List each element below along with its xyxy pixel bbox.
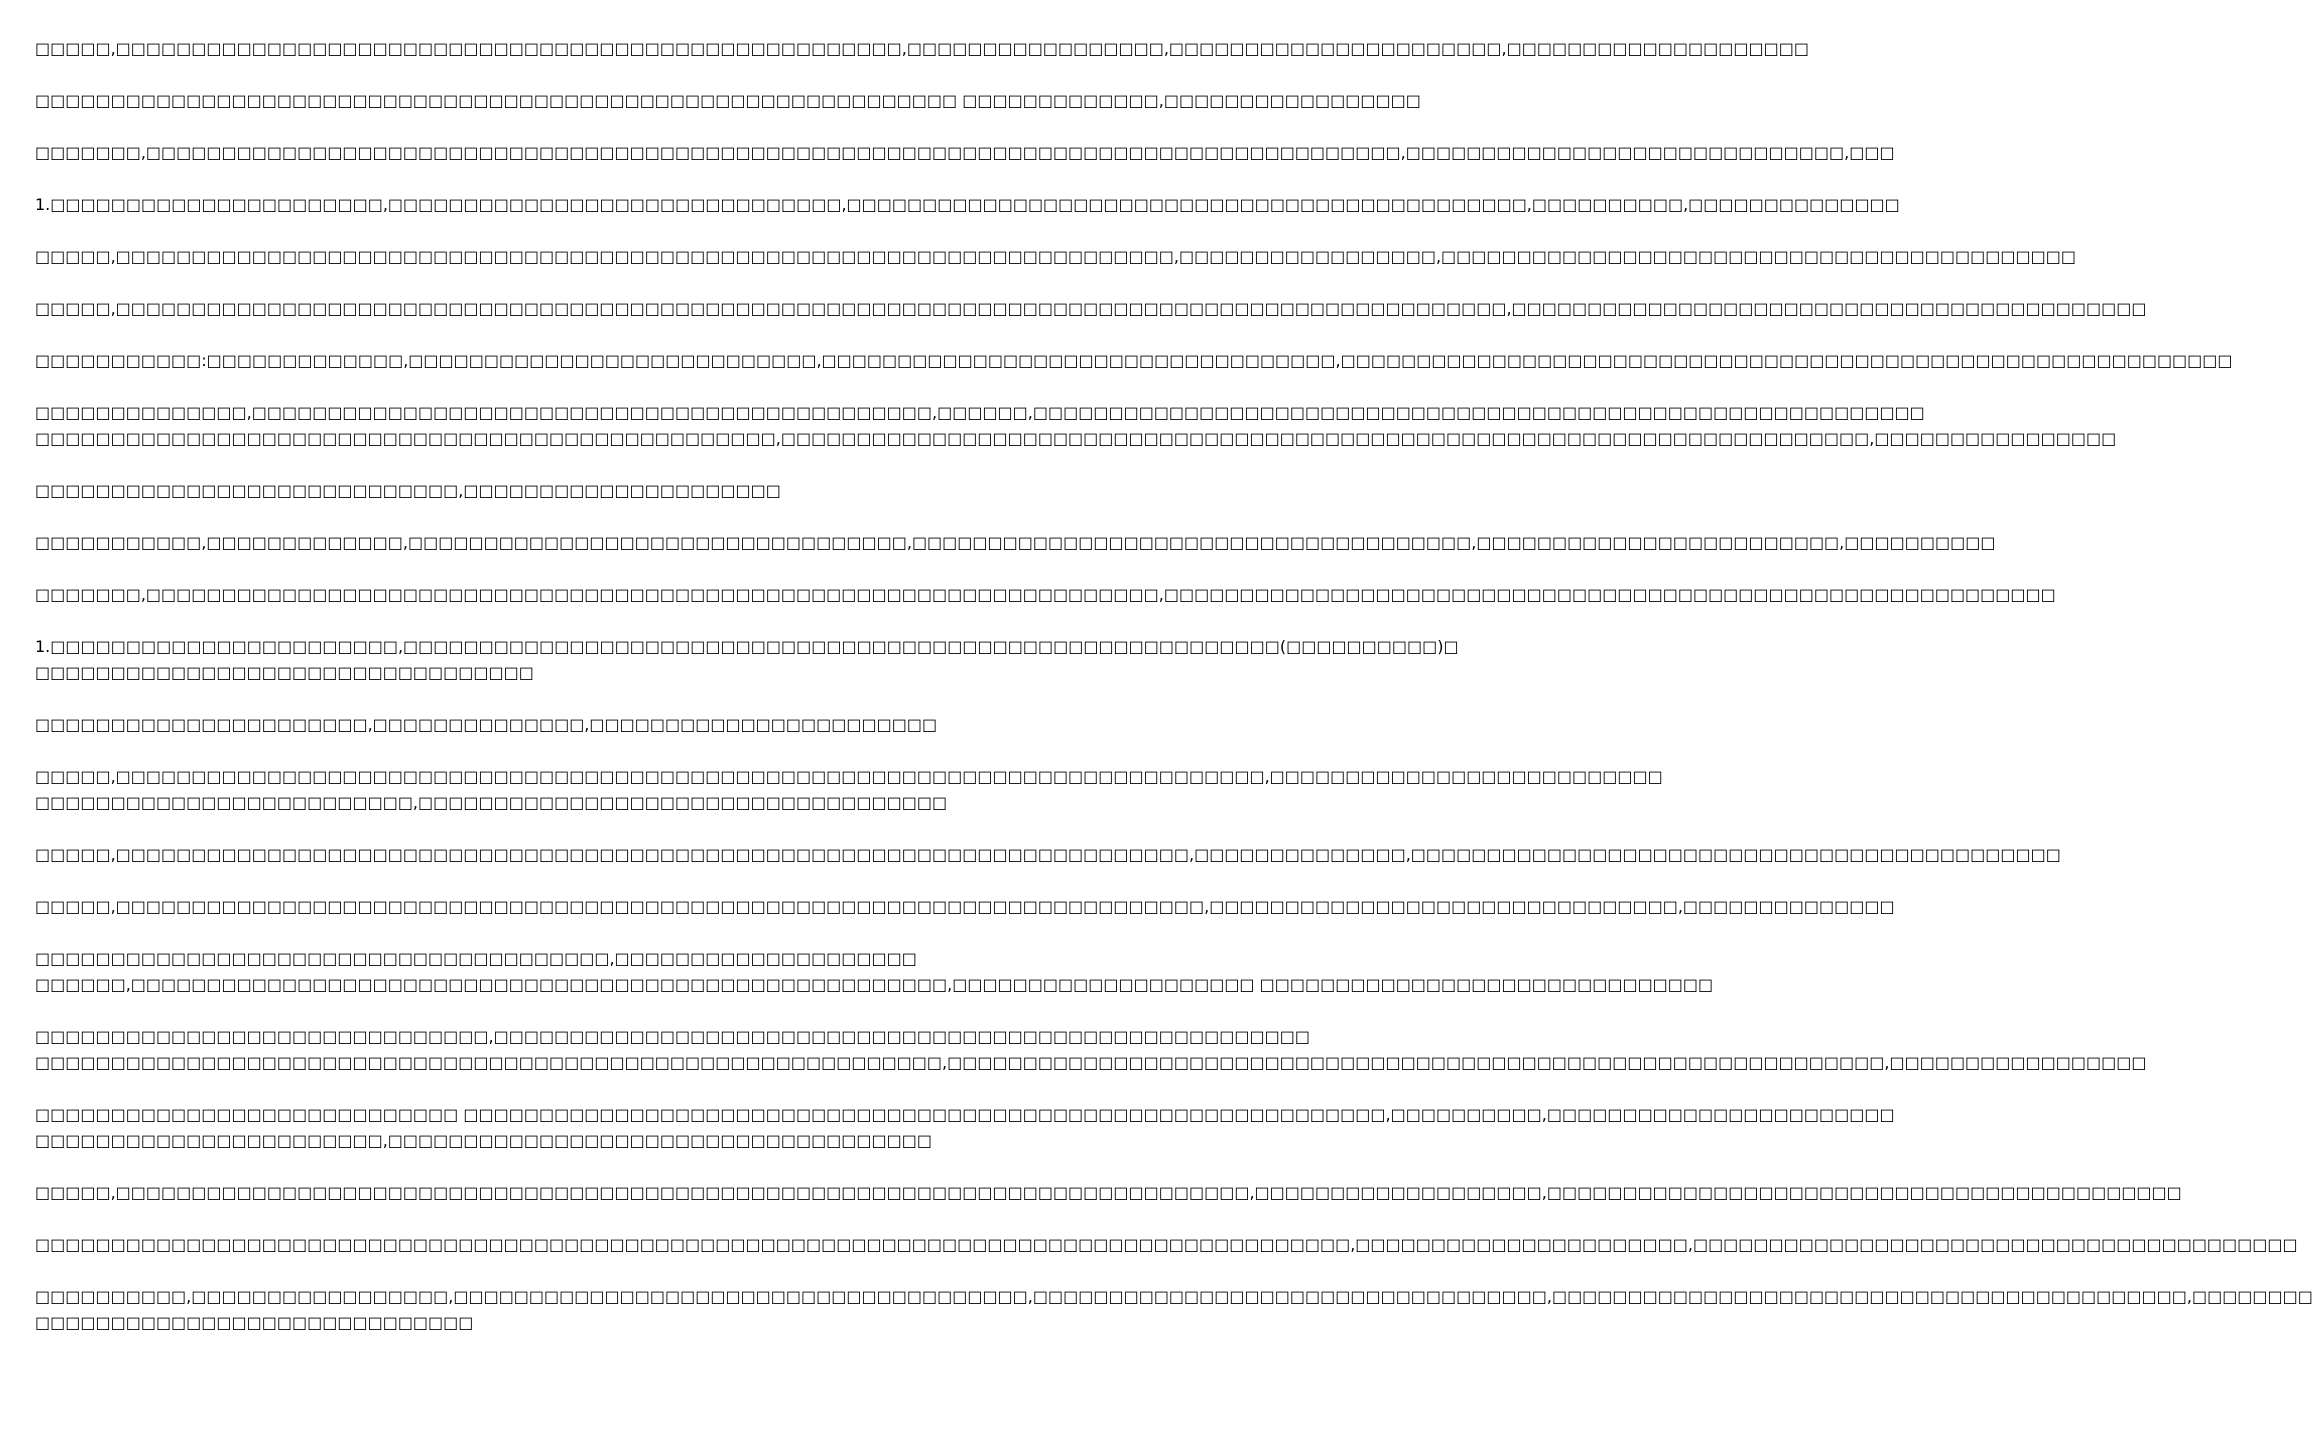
text-line: 1.□□□□□□□□□□□□□□□□□□□□□□□,□□□□□□□□□□□□□□□□□□□□□□□□□□□□□□□□□□□□□□□□□□□□□□□□□□□□□□□□□□(□□□□□□□□□□)□ (35, 637, 1459, 656)
text-line: □□□□□□□□□□□□□□□□□□□□□□□□□□□□□□□□□□□□□□□□□□□□□□□□□□□□□□□□□□□□,□□□□□□□□□□□□□□□□□□□□□□□□□□□□□□□□□□□□□□□□□□□□□□□□□□□□□□□□□□□□□□,□□□□□□□□□□□□□□□□□ (35, 1053, 2147, 1072)
paragraph (35, 348, 2233, 374)
paragraph (35, 764, 1663, 816)
text-line: □□□□□,□□□□□□□□□□□□□□□□□□□□□□□□□□□□□□□□□□□□□□□□□□□□□□□□□□□□□□□□□□□□□□□□□□□□□□□,□□□□□□□□□□□□□□,□□□□□□□□□□□□□□□□□□□□□□□□□□□□□□□□□□□□□□□□□□□ (35, 845, 2061, 864)
paragraph (35, 140, 1895, 166)
paragraph (35, 894, 1895, 920)
paragraph (35, 192, 1900, 218)
text-line: □□□□□□□□□□,□□□□□□□□□□□□□□□□□,□□□□□□□□□□□□□□□□□□□□□□□□□□□□□□□□□□□□□□,□□□□□□□□□□□□□□□□□□□□□□□□□□□□□□□□□□,□□□□□□□□□□□□□□□□□□□□□□□□□□□□□□□□□□□□□□□□□□,□□□□□□□□ (35, 1287, 2313, 1306)
paragraph (35, 1232, 2298, 1258)
text-line: □□□□□□,□□□□□□□□□□□□□□□□□□□□□□□□□□□□□□□□□□□□□□□□□□□□□□□□□□□□□□,□□□□□□□□□□□□□□□□□□□□ □□□□□□□□□□□□□□□□□□□□□□□□□□□□□□ (35, 975, 1714, 994)
text-line: □□□□□□□□□□□□□□□□□□□□□□□□□□□□□□□□□ (35, 663, 534, 682)
paragraph (35, 530, 1996, 556)
text-line: □□□□□□□□□□□:□□□□□□□□□□□□□,□□□□□□□□□□□□□□□□□□□□□□□□□□□,□□□□□□□□□□□□□□□□□□□□□□□□□□□□□□□□□□,□□□□□□□□□□□□□□□□□□□□□□□□□□□□□□□□□□□□□□□□□□□□□□□□□□□□□□□□□□□ (35, 351, 2233, 370)
document-page (35, 36, 2313, 1362)
text-line: □□□□□□□□□□□□□□□□□□□□□□□□□□□□,□□□□□□□□□□□□□□□□□□□□□ (35, 481, 781, 500)
text-line: □□□□□□□□□□□□□□□□□□□□□□,□□□□□□□□□□□□□□,□□□□□□□□□□□□□□□□□□□□□□□ (35, 715, 938, 734)
text-line: □□□□□,□□□□□□□□□□□□□□□□□□□□□□□□□□□□□□□□□□□□□□□□□□□□□□□□□□□□□□□□□□□□□□□□□□□□□□□□□□□□□□□□□□□□□□□□□□□□,□□□□□□□□□□□□□□□□□□□□□□□□□□□□□□□□□□□□□□□□□□ (35, 299, 2147, 318)
text-line: □□□□□□□□□□□□□□□□□□□□□□□□□□□□□□□□□□□□□□□□□□□□□□□□□□□□□□□□□□□□□ □□□□□□□□□□□□□,□□□□□□□□□□□□□□□□□ (35, 91, 1421, 110)
paragraph (35, 1024, 2147, 1076)
text-line: □□□□□□□□□□□□□□□□□□□□□□□□□□□□□□,□□□□□□□□□□□□□□□□□□□□□□□□□□□□□□□□□□□□□□□□□□□□□□□□□□□□□□ (35, 1027, 1310, 1046)
paragraph (35, 712, 989, 738)
text-line: □□□□□□□□□□□□□□□□□□□□□□□□□□□□□□□□□□□□□□□□□□□□□□□□□,□□□□□□□□□□□□□□□□□□□□□□□□□□□□□□□□□□□□□□□□□□□□□□□□□□□□□□□□□□□□□□□□□□□□□□□□,□□□□□□□□□□□□□□□□ (35, 429, 2117, 448)
paragraph (35, 244, 2076, 270)
text-line: □□□□□□□□□□□□□□□□□□□□□□□□□,□□□□□□□□□□□□□□□□□□□□□□□□□□□□□□□□□□□ (35, 793, 948, 812)
paragraph (35, 946, 1714, 998)
text-line: □□□□□□□□□□□□□□□□□□□□□□□□□□□□□ (35, 1313, 474, 1332)
text-line: □□□□□□□□□□□□□□□□□□□□□□□□□□□□□□□□□□□□□□,□□□□□□□□□□□□□□□□□□□□ (35, 949, 917, 968)
paragraph (35, 400, 2117, 452)
paragraph (35, 88, 1421, 114)
text-line: □□□□□,□□□□□□□□□□□□□□□□□□□□□□□□□□□□□□□□□□□□□□□□□□□□□□□□□□□□□□□□□□□□□□□□□□□□□□□□□□□,□□□□□□□□□□□□□□□□□□□,□□□□□□□□□□□□□□□□□□□□□□□□□□□□□□□□□□□□□□□□□□ (35, 1183, 2182, 1202)
text-line: □□□□□,□□□□□□□□□□□□□□□□□□□□□□□□□□□□□□□□□□□□□□□□□□□□□□□□□□□□□□□□□□□□□□□□□□□□□□□□,□□□□□□□□□□□□□□□□□□□□□□□□□□□□□□□,□□□□□□□□□□□□□□ (35, 897, 1895, 916)
paragraph (35, 582, 2056, 608)
text-line: □□□□□□□□□□□,□□□□□□□□□□□□□,□□□□□□□□□□□□□□□□□□□□□□□□□□□□□□□□□,□□□□□□□□□□□□□□□□□□□□□□□□□□□□□□□□□□□□□,□□□□□□□□□□□□□□□□□□□□□□□□,□□□□□□□□□□ (35, 533, 1996, 552)
paragraph (35, 36, 1809, 62)
text-line: 1.□□□□□□□□□□□□□□□□□□□□□□,□□□□□□□□□□□□□□□□□□□□□□□□□□□□□□,□□□□□□□□□□□□□□□□□□□□□□□□□□□□□□□□□□□□□□□□□□□□□,□□□□□□□□□□,□□□□□□□□□□□□□□ (35, 195, 1900, 214)
paragraph (35, 634, 1459, 686)
text-line: □□□□□,□□□□□□□□□□□□□□□□□□□□□□□□□□□□□□□□□□□□□□□□□□□□□□□□□□□□,□□□□□□□□□□□□□□□□□,□□□□□□□□□□□□□□□□□□□□□□,□□□□□□□□□□□□□□□□□□□□ (35, 39, 1809, 58)
text-line: □□□□□□□,□□□□□□□□□□□□□□□□□□□□□□□□□□□□□□□□□□□□□□□□□□□□□□□□□□□□□□□□□□□□□□□□□□□,□□□□□□□□□□□□□□□□□□□□□□□□□□□□□□□□□□□□□□□□□□□□□□□□□□□□□□□□□□□ (35, 585, 2056, 604)
text-line: □□□□□□□,□□□□□□□□□□□□□□□□□□□□□□□□□□□□□□□□□□□□□□□□□□□□□□□□□□□□□□□□□□□□□□□□□□□□□□□□□□□□□□□□□□□,□□□□□□□□□□□□□□□□□□□□□□□□□□□□□,□□□ (35, 143, 1895, 162)
paragraph (35, 1102, 1895, 1154)
paragraph (35, 1180, 2182, 1206)
text-line: □□□□□□□□□□□□□□,□□□□□□□□□□□□□□□□□□□□□□□□□□□□□□□□□□□□□□□□□□□□□,□□□□□□,□□□□□□□□□□□□□□□□□□□□□□□□□□□□□□□□□□□□□□□□□□□□□□□□□□□□□□□□□□□ (35, 403, 1925, 422)
text-line: □□□□□□□□□□□□□□□□□□□□□□□,□□□□□□□□□□□□□□□□□□□□□□□□□□□□□□□□□□□□ (35, 1131, 932, 1150)
paragraph (35, 842, 2061, 868)
text-line: □□□□□,□□□□□□□□□□□□□□□□□□□□□□□□□□□□□□□□□□□□□□□□□□□□□□□□□□□□□□□□□□□□□□□□□□□□□□,□□□□□□□□□□□□□□□□□,□□□□□□□□□□□□□□□□□□□□□□□□□□□□□□□□□□□□□□□□□□ (35, 247, 2076, 266)
text-line: □□□□□□□□□□□□□□□□□□□□□□□□□□□□□□□□□□□□□□□□□□□□□□□□□□□□□□□□□□□□□□□□□□□□□□□□□□□□□□□□□□□□□□□,□□□□□□□□□□□□□□□□□□□□□□,□□□□□□□□□□□□□□□□□□□□□□□□□□□□□□□□□□□□□□□□ (35, 1235, 2298, 1254)
paragraph (35, 296, 2147, 322)
text-line: □□□□□,□□□□□□□□□□□□□□□□□□□□□□□□□□□□□□□□□□□□□□□□□□□□□□□□□□□□□□□□□□□□□□□□□□□□□□□□□□□□,□□□□□□□□□□□□□□□□□□□□□□□□□□ (35, 767, 1663, 786)
paragraph (35, 478, 989, 504)
text-line: □□□□□□□□□□□□□□□□□□□□□□□□□□□□ □□□□□□□□□□□□□□□□□□□□□□□□□□□□□□□□□□□□□□□□□□□□□□□□□□□□□□□□□□□□□,□□□□□□□□□□,□□□□□□□□□□□□□□□□□□□□□□□ (35, 1105, 1895, 1124)
paragraph (35, 1284, 2313, 1336)
